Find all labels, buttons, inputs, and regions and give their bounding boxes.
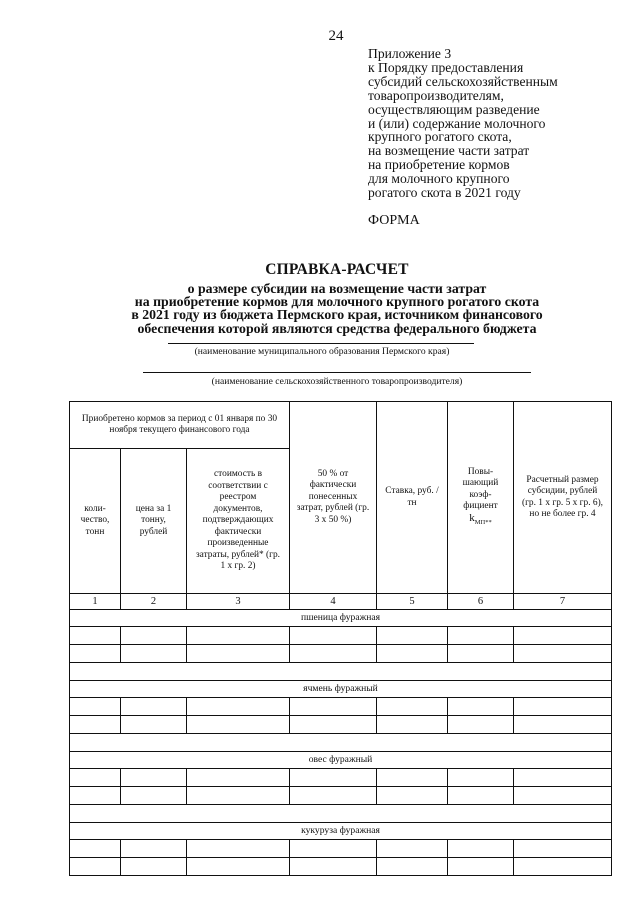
header-quantity: коли-чество, тонн bbox=[70, 449, 121, 594]
column-number: 2 bbox=[121, 594, 187, 610]
appendix-line: на приобретение кормов bbox=[368, 157, 510, 173]
appendix-line: осуществляющим разведение bbox=[368, 101, 540, 117]
header-cost: стоимость в соответствии с реестром документов, подтверждающих фактически произведенные затраты, рублей* (гр. 1 x гр. 2) bbox=[187, 449, 290, 594]
table-row bbox=[70, 698, 612, 716]
column-number: 1 bbox=[70, 594, 121, 610]
document-subtitle bbox=[0, 282, 640, 335]
column-number: 6 bbox=[448, 594, 514, 610]
producer-caption: (наименование сельскохозяйственного товаропроизводителя) bbox=[211, 376, 463, 387]
header-coefficient bbox=[448, 402, 514, 594]
appendix-line: рогатого скота в 2021 году bbox=[368, 185, 521, 201]
page-number: 24 bbox=[328, 28, 344, 44]
subtitle-line: на приобретение кормов для молочного крупного рогатого скота bbox=[134, 294, 540, 310]
appendix-line: крупного рогатого скота, bbox=[368, 129, 512, 145]
category-row-corn: кукуруза фуражная bbox=[70, 823, 612, 840]
table-row bbox=[70, 734, 612, 752]
subtitle-line: о размере субсидии на возмещение части затрат bbox=[187, 281, 487, 296]
appendix-line: на возмещение части затрат bbox=[368, 143, 530, 159]
coefficient-symbol: k bbox=[469, 511, 475, 524]
form-label: ФОРМА bbox=[368, 213, 420, 228]
header-50-percent: 50 % от фактически понесенных затрат, рублей (гр. 3 x 50 %) bbox=[290, 402, 377, 594]
coefficient-subscript: МП** bbox=[474, 518, 492, 526]
group-header: Приобретено кормов за период с 01 января по 30 ноября текущего финансового года bbox=[70, 402, 290, 449]
subtitle-line: обеспечения которой являются средства федерального бюджета bbox=[137, 320, 537, 336]
coefficient-label: Повы-шающий коэф-фициент bbox=[462, 466, 499, 512]
calculation-table bbox=[69, 401, 612, 876]
appendix-line: и (или) содержание молочного bbox=[368, 115, 546, 131]
document-title: СПРАВКА-РАСЧЕТ bbox=[265, 261, 409, 278]
appendix-line: для молочного крупного bbox=[368, 171, 510, 187]
column-number: 4 bbox=[290, 594, 377, 610]
municipality-caption: (наименование муниципального образования Пермского края) bbox=[194, 346, 450, 357]
appendix-block bbox=[368, 47, 628, 200]
column-number: 5 bbox=[377, 594, 448, 610]
appendix-line: субсидий сельскохозяйственным bbox=[368, 73, 558, 89]
subtitle-line: в 2021 году из бюджета Пермского края, источником финансового bbox=[131, 307, 543, 323]
category-row-wheat: пшеница фуражная bbox=[70, 610, 612, 627]
appendix-line: товаропроизводителям, bbox=[368, 87, 504, 103]
appendix-line: Приложение 3 bbox=[368, 46, 452, 61]
header-rate: Ставка, руб. / тн bbox=[377, 402, 448, 594]
table-row bbox=[70, 840, 612, 858]
table-row bbox=[70, 716, 612, 734]
table-row bbox=[70, 858, 612, 876]
producer-fill-line bbox=[143, 372, 531, 373]
table-row bbox=[70, 627, 612, 645]
column-number: 3 bbox=[187, 594, 290, 610]
category-row-oats: овес фуражный bbox=[70, 752, 612, 769]
header-price: цена за 1 тонну, рублей bbox=[121, 449, 187, 594]
table-row bbox=[70, 805, 612, 823]
table-row bbox=[70, 787, 612, 805]
column-number: 7 bbox=[514, 594, 612, 610]
table-row bbox=[70, 769, 612, 787]
category-row-barley: ячмень фуражный bbox=[70, 681, 612, 698]
table-row bbox=[70, 645, 612, 663]
table-row bbox=[70, 663, 612, 681]
appendix-line: к Порядку предоставления bbox=[368, 59, 524, 75]
municipality-fill-line bbox=[168, 343, 474, 344]
header-result: Расчетный размер субсидии, рублей (гр. 1 x гр. 5 x гр. 6), но не более гр. 4 bbox=[514, 402, 612, 594]
